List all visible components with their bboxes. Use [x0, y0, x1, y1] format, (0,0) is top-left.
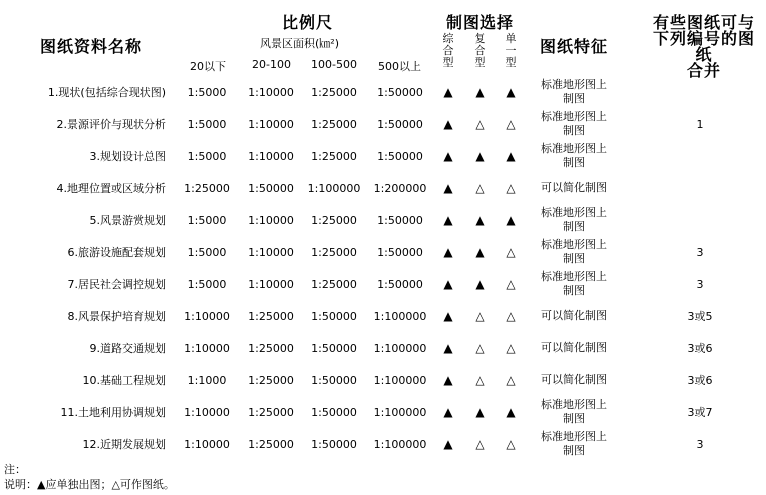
scale-100-500: 1:50000 — [311, 341, 357, 355]
header-area-range-2: 20-100 — [252, 58, 291, 71]
scale-under-20: 1:5000 — [187, 149, 227, 163]
row-name: 2.景源评价与现状分析 — [56, 118, 166, 131]
row-name: 8.风景保护培育规划 — [67, 310, 166, 323]
scale-20-100: 1:10000 — [248, 213, 294, 227]
merge-reference — [660, 204, 740, 236]
drawing-feature: 标准地形图上制图 — [541, 206, 607, 233]
header-area-label: 风景区面积(㎞²) — [260, 37, 339, 50]
scale-under-20: 1:10000 — [184, 437, 230, 451]
drawing-feature: 标准地形图上制图 — [541, 78, 607, 105]
mode-single: △ — [506, 117, 516, 131]
mode-single: △ — [506, 437, 516, 451]
scale-100-500: 1:25000 — [311, 117, 357, 131]
scale-20-100: 1:25000 — [248, 437, 294, 451]
mode-comprehensive: ▲ — [443, 277, 453, 291]
row-name: 5.风景游赏规划 — [89, 214, 166, 227]
row-name: 10.基础工程规划 — [82, 374, 166, 387]
merge-reference: 3或7 — [687, 406, 713, 419]
header-name: 图纸资料名称 — [40, 37, 143, 56]
header-area-range-3: 100-500 — [311, 58, 357, 71]
scale-under-20: 1:5000 — [187, 277, 227, 291]
mode-single: ▲ — [506, 149, 516, 163]
scale-over-500: 1:50000 — [377, 213, 423, 227]
drawing-feature: 可以简化制图 — [541, 181, 607, 194]
mode-single: △ — [506, 181, 516, 195]
scale-under-20: 1:10000 — [184, 341, 230, 355]
scale-over-500: 1:100000 — [373, 373, 427, 387]
mode-composite: △ — [475, 117, 485, 131]
merge-reference: 3或6 — [687, 374, 713, 387]
row-name: 11.土地利用协调规划 — [60, 406, 166, 419]
legend-text: 说明：▲应单独出图；△可作图纸。 — [4, 478, 175, 491]
merge-reference — [660, 76, 740, 108]
scale-100-500: 1:50000 — [311, 309, 357, 323]
merge-reference: 3或6 — [687, 342, 713, 355]
mode-comprehensive: ▲ — [443, 181, 453, 195]
mode-comprehensive: ▲ — [443, 149, 453, 163]
scale-under-20: 1:5000 — [187, 213, 227, 227]
mode-composite: ▲ — [475, 149, 485, 163]
mode-comprehensive: ▲ — [443, 437, 453, 451]
scale-20-100: 1:10000 — [248, 245, 294, 259]
table-row — [0, 76, 766, 108]
scale-100-500: 1:25000 — [311, 277, 357, 291]
mode-single: ▲ — [506, 85, 516, 99]
table-row — [0, 204, 766, 236]
scale-20-100: 1:25000 — [248, 405, 294, 419]
header-area-range-4: 500以上 — [378, 60, 421, 73]
row-name: 3.规划设计总图 — [89, 150, 166, 163]
mode-comprehensive: ▲ — [443, 309, 453, 323]
header-scale-title: 比例尺 — [282, 13, 334, 32]
note-label: 注： — [4, 463, 26, 476]
row-name: 12.近期发展规划 — [82, 438, 166, 451]
row-name: 6.旅游设施配套规划 — [67, 246, 166, 259]
scale-under-20: 1:1000 — [187, 373, 227, 387]
scale-100-500: 1:50000 — [311, 405, 357, 419]
table-row — [0, 108, 766, 140]
table-row — [0, 268, 766, 300]
drawing-feature: 标准地形图上制图 — [541, 238, 607, 265]
header-mode-title: 制图选择 — [446, 13, 515, 32]
merge-reference — [660, 140, 740, 172]
mode-comprehensive: ▲ — [443, 341, 453, 355]
scale-over-500: 1:50000 — [377, 245, 423, 259]
scale-20-100: 1:10000 — [248, 149, 294, 163]
mode-comprehensive: ▲ — [443, 405, 453, 419]
header-area-range-1: 20以下 — [190, 60, 226, 73]
mode-comprehensive: ▲ — [443, 245, 453, 259]
row-name: 7.居民社会调控规划 — [67, 278, 166, 291]
scale-under-20: 1:10000 — [184, 309, 230, 323]
merge-reference: 1 — [696, 117, 704, 131]
table-row — [0, 332, 766, 364]
scale-100-500: 1:25000 — [311, 245, 357, 259]
table-row — [0, 428, 766, 460]
merge-reference — [660, 172, 740, 204]
table-row — [0, 236, 766, 268]
mode-comprehensive: ▲ — [443, 373, 453, 387]
scale-over-500: 1:50000 — [377, 277, 423, 291]
scale-20-100: 1:50000 — [248, 181, 294, 195]
scale-100-500: 1:25000 — [311, 85, 357, 99]
mode-composite: ▲ — [475, 405, 485, 419]
merge-reference: 3 — [696, 437, 704, 451]
table-row — [0, 140, 766, 172]
scale-100-500: 1:50000 — [311, 373, 357, 387]
row-name: 4.地理位置或区域分析 — [56, 182, 166, 195]
scale-100-500: 1:100000 — [307, 181, 361, 195]
scale-20-100: 1:10000 — [248, 277, 294, 291]
scale-over-500: 1:100000 — [373, 309, 427, 323]
mode-single: △ — [506, 373, 516, 387]
drawing-feature: 标准地形图上制图 — [541, 430, 607, 457]
mode-single: △ — [506, 309, 516, 323]
scale-20-100: 1:10000 — [248, 85, 294, 99]
row-name: 1.现状(包括综合现状图) — [47, 86, 166, 99]
mode-composite: ▲ — [475, 277, 485, 291]
drawing-feature: 标准地形图上制图 — [541, 142, 607, 169]
scale-over-500: 1:100000 — [373, 341, 427, 355]
scale-over-500: 1:50000 — [377, 85, 423, 99]
mode-single: △ — [506, 245, 516, 259]
scale-20-100: 1:25000 — [248, 373, 294, 387]
header-merge-title: 有些图纸可与 下列编号的图纸 合并 — [652, 13, 755, 80]
scale-under-20: 1:10000 — [184, 405, 230, 419]
drawing-feature: 标准地形图上制图 — [541, 398, 607, 425]
mode-composite: △ — [475, 373, 485, 387]
scale-over-500: 1:100000 — [373, 437, 427, 451]
mode-comprehensive: ▲ — [443, 213, 453, 227]
header-feature-title: 图纸特征 — [540, 37, 609, 56]
scale-20-100: 1:10000 — [248, 117, 294, 131]
scale-under-20: 1:5000 — [187, 85, 227, 99]
scale-over-500: 1:100000 — [373, 405, 427, 419]
table-row — [0, 172, 766, 204]
mode-single: △ — [506, 277, 516, 291]
scale-100-500: 1:50000 — [311, 437, 357, 451]
mode-composite: △ — [475, 341, 485, 355]
scale-20-100: 1:25000 — [248, 341, 294, 355]
mode-composite: △ — [475, 437, 485, 451]
header-mode-3: 单一型 — [505, 32, 517, 69]
mode-single: ▲ — [506, 405, 516, 419]
table-row — [0, 364, 766, 396]
drawing-feature: 可以简化制图 — [541, 309, 607, 322]
table-row — [0, 396, 766, 428]
mode-comprehensive: ▲ — [443, 85, 453, 99]
scale-under-20: 1:25000 — [184, 181, 230, 195]
scale-over-500: 1:50000 — [377, 117, 423, 131]
merge-reference: 3 — [696, 245, 704, 259]
scale-100-500: 1:25000 — [311, 213, 357, 227]
scale-over-500: 1:50000 — [377, 149, 423, 163]
mode-composite: ▲ — [475, 213, 485, 227]
table-row — [0, 300, 766, 332]
drawing-feature: 可以简化制图 — [541, 373, 607, 386]
scale-over-500: 1:200000 — [373, 181, 427, 195]
merge-reference: 3 — [696, 277, 704, 291]
mode-composite: △ — [475, 181, 485, 195]
scale-under-20: 1:5000 — [187, 117, 227, 131]
mode-composite: ▲ — [475, 245, 485, 259]
mode-comprehensive: ▲ — [443, 117, 453, 131]
mode-composite: ▲ — [475, 85, 485, 99]
drawing-feature: 标准地形图上制图 — [541, 270, 607, 297]
drawing-feature: 标准地形图上制图 — [541, 110, 607, 137]
drawing-feature: 可以简化制图 — [541, 341, 607, 354]
header-mode-2: 复合型 — [474, 32, 486, 69]
scale-100-500: 1:25000 — [311, 149, 357, 163]
mode-single: ▲ — [506, 213, 516, 227]
mode-single: △ — [506, 341, 516, 355]
merge-reference: 3或5 — [687, 310, 713, 323]
header-mode-1: 综合型 — [442, 32, 454, 69]
scale-under-20: 1:5000 — [187, 245, 227, 259]
mode-composite: △ — [475, 309, 485, 323]
row-name: 9.道路交通规划 — [89, 342, 166, 355]
scale-20-100: 1:25000 — [248, 309, 294, 323]
